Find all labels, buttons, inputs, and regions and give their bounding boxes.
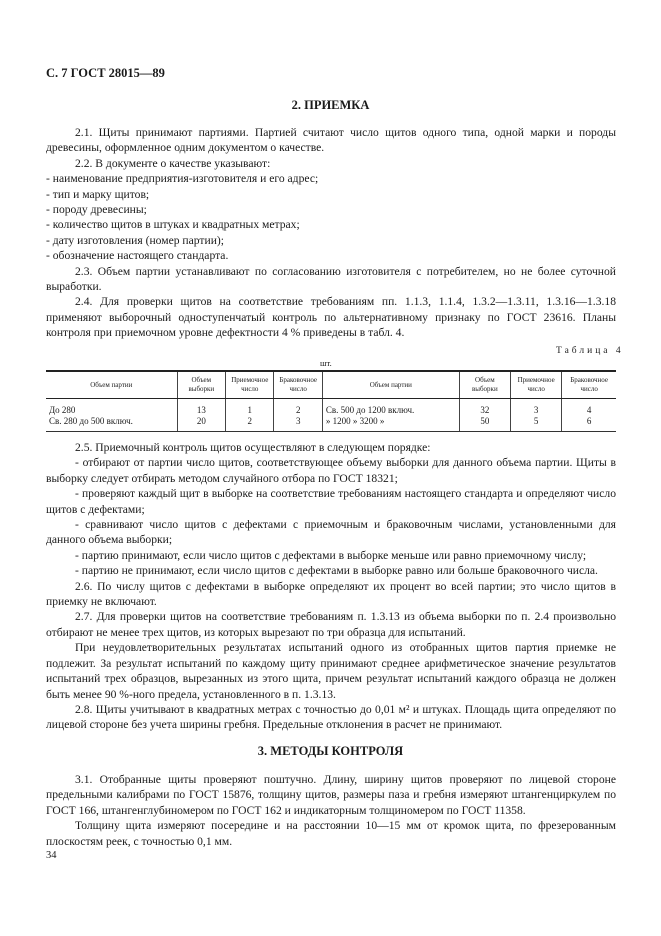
table-4-caption: Таблица 4 (556, 346, 624, 356)
paragraph-2-7: 2.7. Для проверки щитов на соответствие требованиям п. 1.3.13 из объема выборки по п. 2.4 произвольно отбирают не менее трех щитов, из которых вырезают по три образца для испытаний. (46, 610, 616, 639)
list-item: - наименование предприятия-изготовителя и его адрес; (46, 172, 319, 186)
paragraph-2-7-continued: При неудовлетворительных результатах испытаний одного из отобранных щитов партия приемке не подлежит. За результат испытаний по каждому щиту принимают среднее арифметическое значение результатов испытаний трех образцов, вырезанных из этого щита, причем результат испытаний каждого образца не должен быть менее 90 %-ного предела, установленного в п. 1.3.13. (46, 641, 616, 701)
lot-size-value: » 1200 » 3200 » (325, 416, 385, 426)
paragraph-3-1-continued: Толщину щита измеряют посередине и на расстоянии 10—15 мм от кромок щита, по фрезерованным плоскостям реек, с точностью 0,1 мм. (46, 819, 616, 848)
section-2-block-b (46, 440, 616, 733)
table-cell (459, 399, 510, 432)
paragraph-2-2: 2.2. В документе о качестве указывают: (75, 156, 271, 170)
list-item: - сравнивают число щитов с дефектами с приемочным и браковочным числами, установленными для данного объема выборки; (46, 518, 616, 547)
lot-size-value: Св. 280 до 500 включ. (49, 416, 133, 426)
column-header: Приемочное число (226, 371, 274, 399)
section-2-title: 2. ПРИЕМКА (291, 98, 370, 112)
list-item: - обозначение настоящего стандарта. (46, 249, 229, 263)
table-4-unit: шт. (320, 358, 332, 368)
column-header: Объем выборки (459, 371, 510, 399)
lot-size-value: До 280 (49, 405, 76, 415)
rejection-number-value: 4 (586, 405, 592, 415)
table-header-row (46, 371, 616, 399)
sample-size-value: 13 (196, 405, 206, 415)
sample-size-value: 32 (480, 405, 490, 415)
list-item: - дату изготовления (номер партии); (46, 233, 224, 247)
table-cell (274, 399, 322, 432)
acceptance-number-value: 3 (533, 405, 539, 415)
lot-size-value: Св. 500 до 1200 включ. (325, 405, 415, 415)
section-3-title: 3. МЕТОДЫ КОНТРОЛЯ (257, 744, 404, 758)
sample-size-value: 50 (480, 416, 490, 426)
page-header: С. 7 ГОСТ 28015—89 (46, 66, 165, 80)
paragraph-2-5: 2.5. Приемочный контроль щитов осуществляют в следующем порядке: (75, 441, 431, 454)
column-header: Браковочное число (562, 371, 616, 399)
page-number: 34 (46, 850, 57, 861)
acceptance-number-value: 2 (247, 416, 252, 426)
column-header: Объем партии (322, 371, 459, 399)
paragraph-2-8: 2.8. Щиты учитывают в квадратных метрах с точностью до 0,01 м² и штуках. Площадь щита определяют по лицевой стороне без учета ширины гребня. Предельные отклонения в расчет не принимают. (46, 702, 616, 732)
list-item: - количество щитов в штуках и квадратных метрах; (46, 218, 300, 232)
table-cell (562, 399, 616, 432)
section-3-block (46, 772, 616, 849)
paragraph-2-3: 2.3. Объем партии устанавливают по согласованию изготовителя с потребителем, но не более суточной выработки. (46, 264, 616, 294)
table-cell (177, 399, 225, 432)
section-2-block-a (46, 125, 616, 341)
column-header: Объем выборки (177, 371, 225, 399)
list-item: - тип и марку щитов; (46, 187, 150, 201)
list-item: - проверяют каждый щит в выборке на соответствие требованиям настоящего стандарта и определяют число щитов с дефектами; (46, 487, 616, 516)
paragraph-2-4: 2.4. Для проверки щитов на соответствие требованиям пп. 1.1.3, 1.1.4, 1.3.2—1.3.11, 1.3.16—1.3.18 применяют выборочный одноступенчатый контроль по альтернативному признаку по ГОСТ 23616. Планы контроля при приемочном уровне дефектности 4 % приведены в табл. 4. (46, 295, 616, 340)
acceptance-number-value: 5 (533, 416, 539, 426)
list-item: - партию принимают, если число щитов с дефектами в выборке меньше или равно приемочному числу; (75, 548, 587, 562)
table-cell (322, 399, 459, 432)
table-4 (46, 370, 616, 432)
table-cell (46, 399, 177, 432)
column-header: Браковочное число (274, 371, 322, 399)
paragraph-3-1: 3.1. Отобранные щиты проверяют поштучно. Длину, ширину щитов проверяют по лицевой стороне предельными калибрами по ГОСТ 15876, толщину щитов, размеры паза и гребня измеряют штангенциркулем по ГОСТ 166, штангенглубиномером по ГОСТ 162 и индикаторным толщиномером по ГОСТ 11358. (46, 773, 616, 817)
acceptance-number-value: 1 (247, 405, 252, 415)
table-row (46, 399, 616, 432)
rejection-number-value: 2 (295, 405, 301, 415)
paragraph-2-6: 2.6. По числу щитов с дефектами в выборке определяют их процент во всей партии; это число щитов в приемку не включают. (46, 579, 616, 609)
sample-size-value: 20 (196, 416, 206, 426)
list-item: - отбирают от партии число щитов, соответствующее объему выборки для данного объема партии. Щиты в выборку следует отбирать методом случайного отбора по ГОСТ 18321; (46, 456, 616, 485)
rejection-number-value: 3 (295, 416, 301, 426)
paragraph-2-1: 2.1. Щиты принимают партиями. Партией считают число щитов одного типа, одной марки и породы древесины, оформленное одним документом о качестве. (46, 126, 616, 155)
table-cell (226, 399, 274, 432)
column-header: Приемочное число (511, 371, 562, 399)
rejection-number-value: 6 (586, 416, 592, 426)
list-item: - партию не принимают, если число щитов с дефектами в выборке равно или больше браковочного числа. (75, 564, 598, 578)
list-item: - породу древесины; (46, 203, 147, 217)
column-header: Объем партии (46, 371, 177, 399)
table-cell (511, 399, 562, 432)
